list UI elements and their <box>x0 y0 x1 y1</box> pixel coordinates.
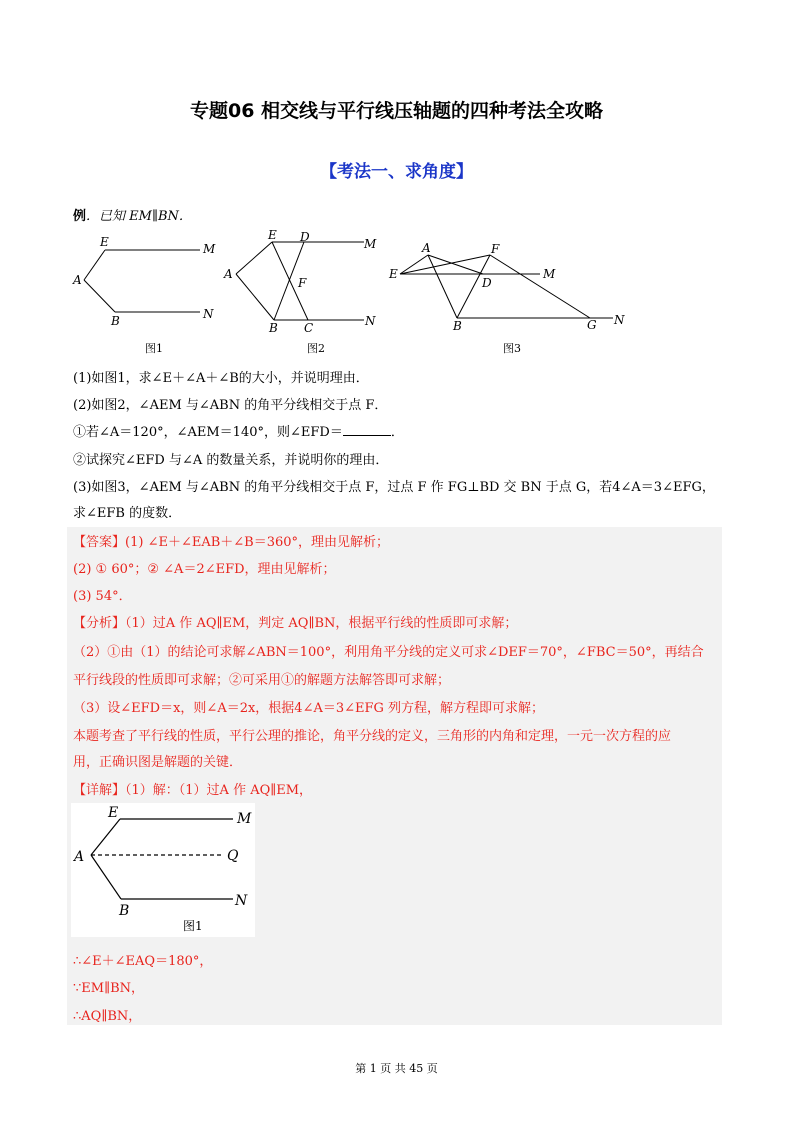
page-title: 专题06 相交线与平行线压轴题的四种考法全攻略 <box>189 100 604 122</box>
example-label: 例 <box>73 209 87 224</box>
label-n: N <box>235 893 248 909</box>
analysis-line-2: （2）①由（1）的结论可求解∠ABN＝100°，利用角平分线的定义可求∠DEF＝70°，∠FBC＝50°，再结合 <box>73 645 704 660</box>
question-2b: ②试探究∠EFD 与∠A 的数量关系，并说明你的理由． <box>73 453 389 468</box>
label-f: F <box>298 276 307 290</box>
label-a: A <box>74 849 85 865</box>
question-2a <box>73 421 404 440</box>
label-c: C <box>304 321 314 335</box>
analysis-tag: 【分析】 <box>73 616 126 631</box>
detail-figure <box>71 803 255 937</box>
figure-2-caption: 图2 <box>307 342 325 355</box>
line-ab <box>91 855 121 899</box>
label-n: N <box>614 313 625 327</box>
page-footer: 第 1 页 共 45 页 <box>355 1062 438 1075</box>
label-m: M <box>237 811 252 827</box>
analysis-line-5: 本题考查了平行线的性质，平行公理的推论，角平分线的定义，三角形的内角和定理，一元一次方程的应 <box>73 729 672 744</box>
label-e: E <box>268 228 277 242</box>
detail-step-1: ∴∠E＋∠EAQ＝180°， <box>73 954 213 969</box>
answer-tag: 【答案】 <box>73 535 126 550</box>
detail-tag: 【详解】 <box>73 783 126 798</box>
label-a: A <box>73 273 82 287</box>
line-ea <box>236 242 272 274</box>
label-m: M <box>543 267 556 281</box>
question-2a-suffix: ． <box>390 425 404 440</box>
question-3-line2: 求∠EFB 的度数． <box>73 506 182 521</box>
label-b: B <box>269 321 278 335</box>
analysis-line-6: 用，正确识图是解题的关键． <box>73 755 243 770</box>
label-m: M <box>364 237 377 251</box>
figure-1-caption: 图1 <box>145 342 163 355</box>
figure-1 <box>70 232 220 332</box>
detail-step-3: ∴AQ∥BN， <box>73 1009 142 1024</box>
answer-line-1 <box>73 531 389 550</box>
label-a: A <box>422 241 431 255</box>
label-d: D <box>300 230 310 244</box>
line-ea <box>84 250 105 280</box>
example-statement <box>73 205 192 224</box>
question-3-line1: (3)如图3，∠AEM 与∠ABN 的角平分线相交于点 F，过点 F 作 FG⊥BD 交 BN 于点 G，若4∠A＝3∠EFG， <box>73 480 715 495</box>
answer-line-3: (3) 54°． <box>73 589 132 604</box>
answer-line-2: (2) ① 60°；② ∠A＝2∠EFD，理由见解析； <box>73 562 336 577</box>
label-b: B <box>111 314 120 328</box>
label-e: E <box>100 235 109 249</box>
analysis-line-4: （3）设∠EFD＝x，则∠A＝2x，根据4∠A＝3∠EFG 列方程，解方程即可求解； <box>73 701 545 716</box>
analysis-1-text: （1）过A 作 AQ∥EM，判定 AQ∥BN，根据平行线的性质即可求解； <box>125 616 518 631</box>
figure-3 <box>385 238 630 336</box>
analysis-line-3: 平行线段的性质即可求解；②可采用①的解题方法解答即可求解； <box>73 673 451 688</box>
answer-1-text: (1) ∠E＋∠EAB＋∠B＝360°，理由见解析； <box>125 535 390 550</box>
question-2: (2)如图2，∠AEM 与∠ABN 的角平分线相交于点 F． <box>73 398 388 413</box>
figure-3-caption: 图3 <box>503 342 521 355</box>
line-fg <box>490 255 590 318</box>
detail-step-2: ∵EM∥BN， <box>73 981 145 996</box>
detail-figure-caption: 图1 <box>183 919 203 933</box>
label-m: M <box>203 242 216 256</box>
label-f: F <box>491 242 500 256</box>
analysis-line-1 <box>73 612 517 631</box>
label-g: G <box>587 318 597 332</box>
label-b: B <box>119 903 130 919</box>
label-a: A <box>224 267 233 281</box>
line-ab <box>236 274 274 320</box>
detail-line-1 <box>73 779 312 798</box>
label-q: Q <box>227 848 239 864</box>
label-n: N <box>203 307 214 321</box>
label-e: E <box>389 267 398 281</box>
question-1: (1)如图1，求∠E＋∠A＋∠B的大小，并说明理由． <box>73 371 369 386</box>
answer-blank[interactable] <box>343 424 391 436</box>
line-ab <box>84 280 115 312</box>
method-heading: 【考法一、求角度】 <box>320 162 473 182</box>
label-e: E <box>108 805 119 821</box>
detail-1-text: （1）解：（1）过A 作 AQ∥EM， <box>125 783 313 798</box>
example-text: ．已知 EM∥BN． <box>86 209 192 224</box>
label-d: D <box>482 276 492 290</box>
figure-2 <box>222 228 382 336</box>
line-ea <box>91 819 120 855</box>
label-b: B <box>453 319 462 333</box>
question-2a-text: ①若∠A＝120°，∠AEM＝140°，则∠EFD＝ <box>73 425 343 440</box>
line-ab <box>428 255 457 318</box>
label-n: N <box>365 314 376 328</box>
